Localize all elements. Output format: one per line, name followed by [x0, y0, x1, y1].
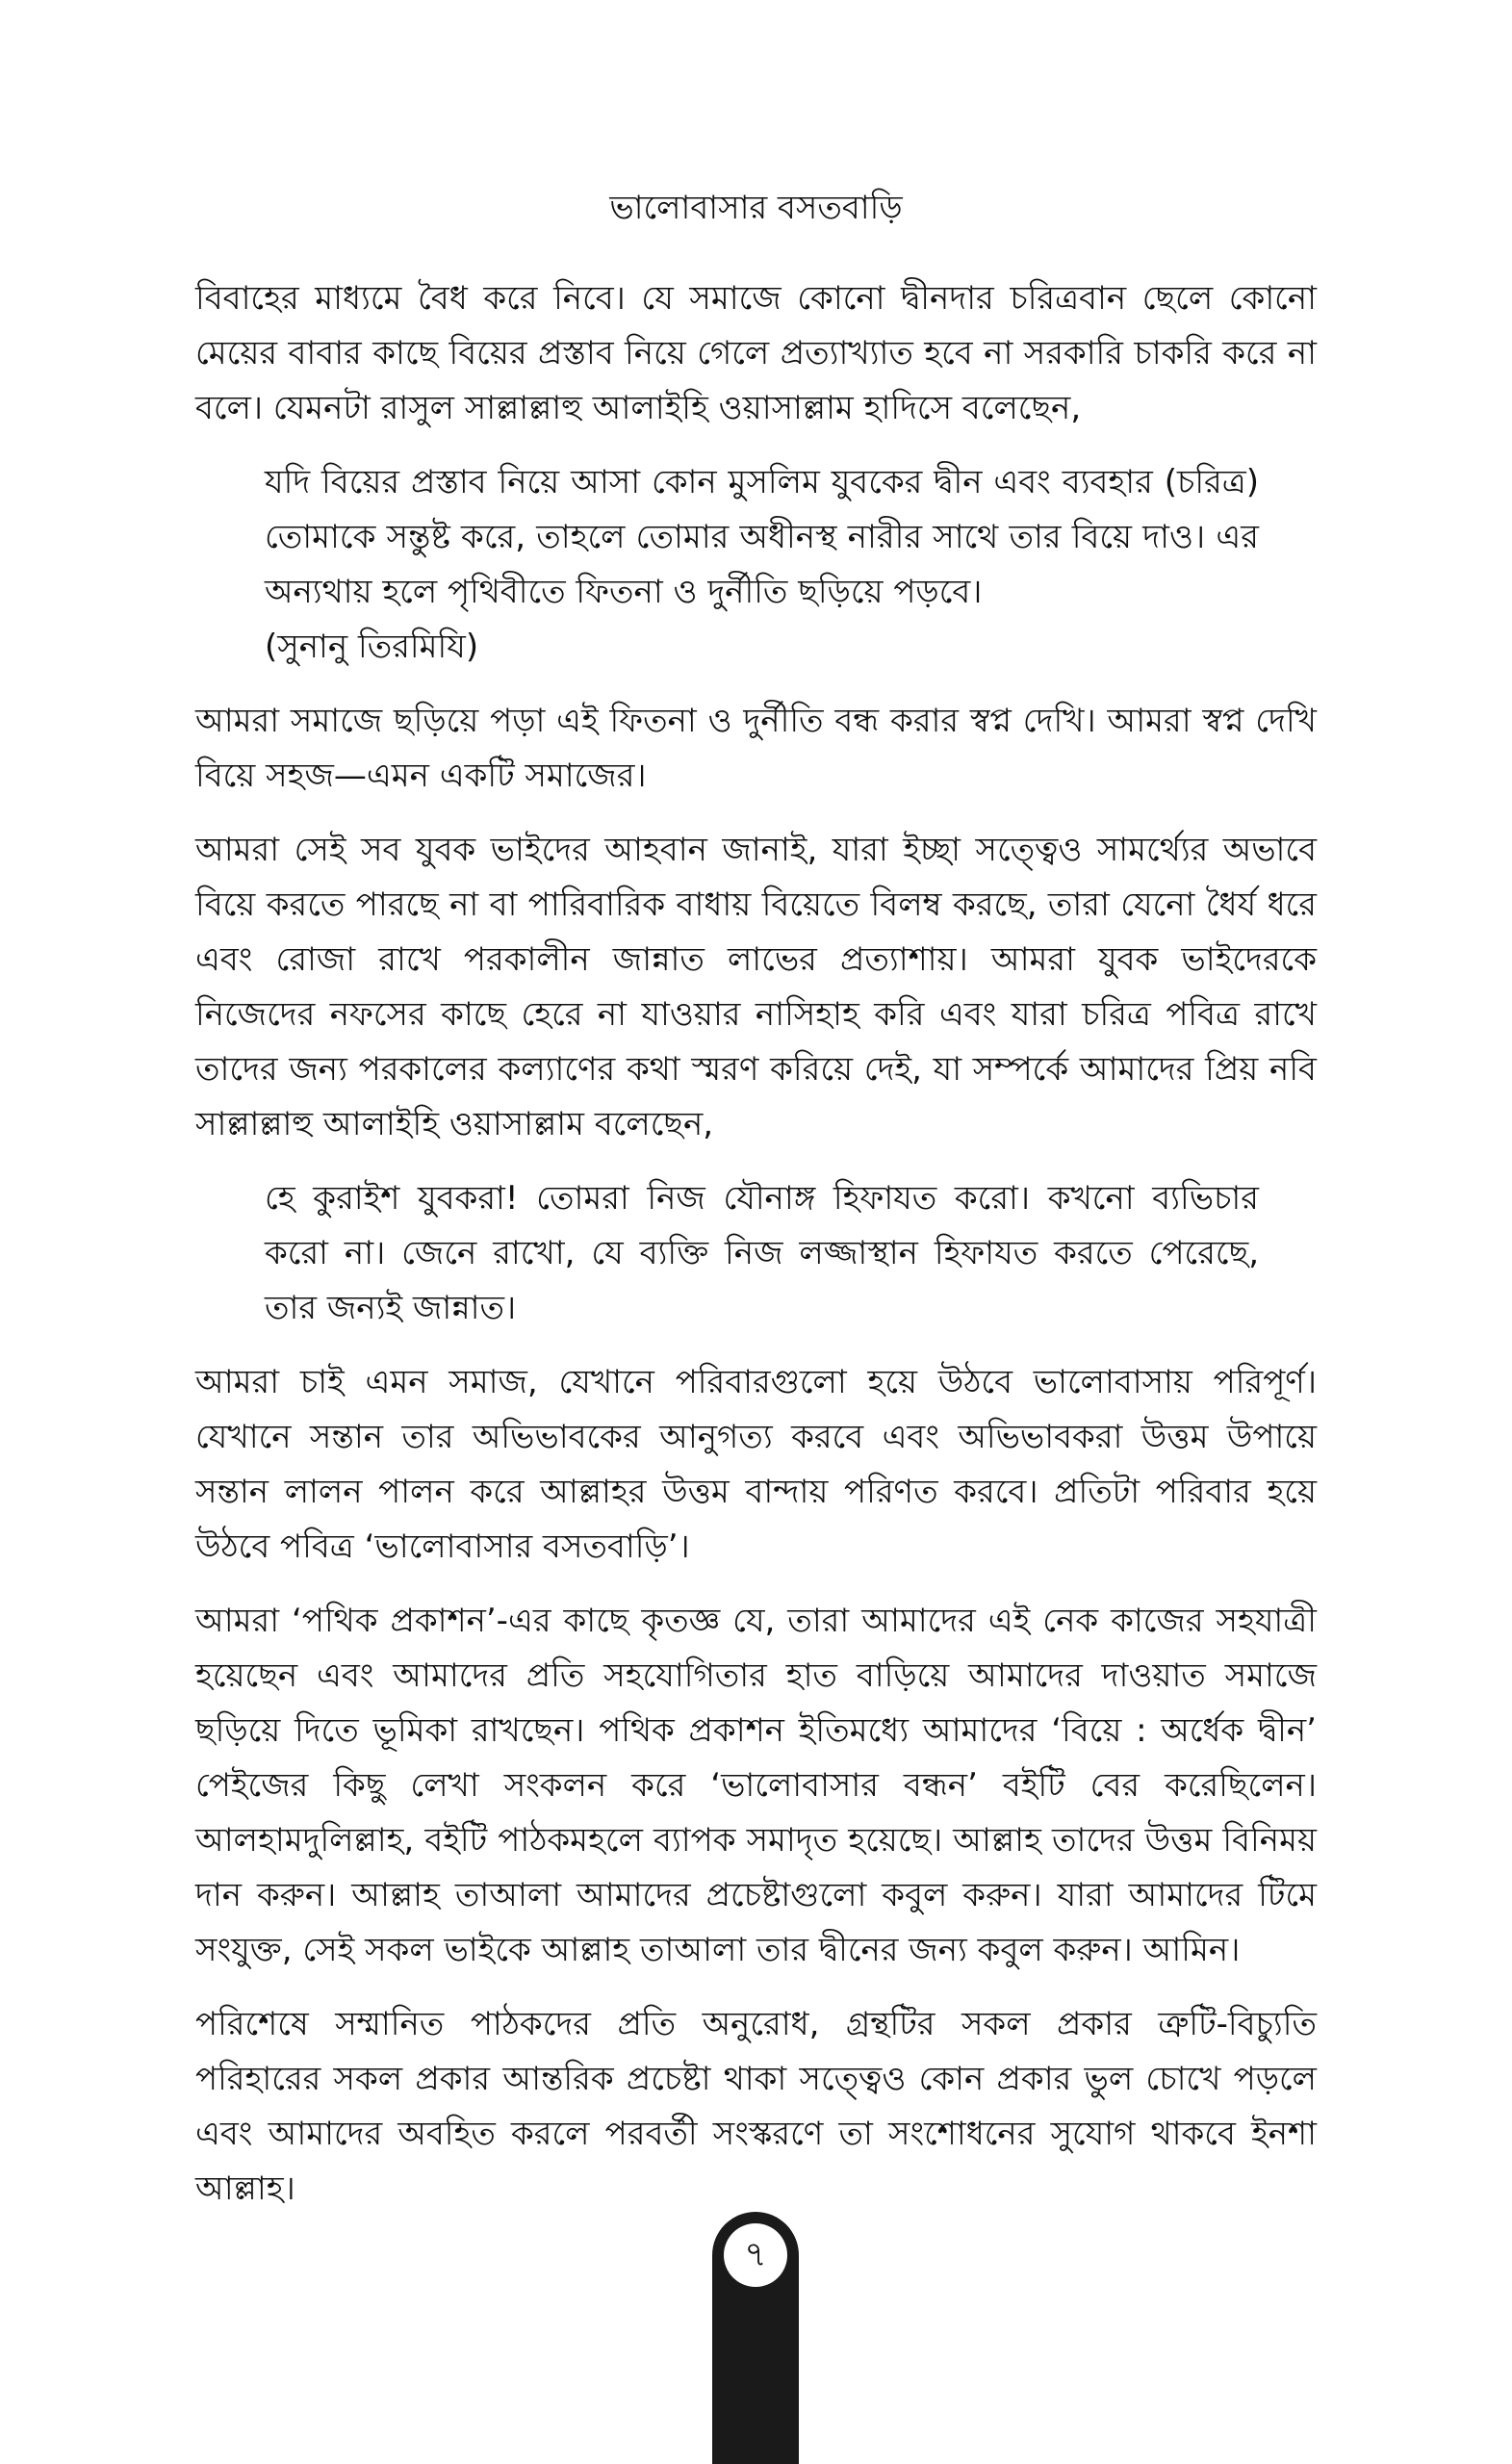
paragraph-6: পরিশেষে সম্মানিত পাঠকদের প্রতি অনুরোধ, গ্রন্থটির সকল প্রকার ত্রুটি-বিচ্যুতি পরিহারের সকল প্রকার আন্তরিক প্রচেষ্টা থাকা সত্ত্বেও কোন প্রকার ভুল চোখে পড়লে এবং আমাদের অবহিত করলে পরবর্তী সংস্করণে তা সংশোধনের সুযোগ থাকবে ইনশা আল্লাহ।	[195, 2005, 1317, 2208]
hadith-quote-2	[195, 1171, 1317, 1336]
hadith-quote-1	[195, 455, 1317, 675]
paragraph-5: আমরা ‘পথিক প্রকাশন’-এর কাছে কৃতজ্ঞ যে, তারা আমাদের এই নেক কাজের সহযাত্রী হয়েছেন এবং আমাদের প্রতি সহযোগিতার হাত বাড়িয়ে আমাদের দাওয়াত সমাজে ছড়িয়ে দিতে ভূমিকা রাখছেন। পথিক প্রকাশন ইতিমধ্যে আমাদের ‘বিয়ে : অর্ধেক দ্বীন’ পেইজের কিছু লেখা সংকলন করে ‘ভালোবাসার বন্ধন’ বইটি বের করেছিলেন। আলহামদুলিল্লাহ, বইটি পাঠকমহলে ব্যাপক সমাদৃত হয়েছে। আল্লাহ তাদের উত্তম বিনিময় দান করুন। আল্লাহ তাআলা আমাদের প্রচেষ্টাগুলো কবুল করুন। যারা আমাদের টিমে সংযুক্ত, সেই সকল ভাইকে আল্লাহ তাআলা তার দ্বীনের জন্য কবুল করুন। আমিন।	[195, 1602, 1317, 1969]
page-body	[195, 271, 1317, 2236]
paragraph-2: আমরা সমাজে ছড়িয়ে পড়া এই ফিতনা ও দুর্নীতি বন্ধ করার স্বপ্ন দেখি। আমরা স্বপ্ন দেখি বিয়ে সহজ—এমন একটি সমাজের।	[195, 702, 1317, 795]
page-number: ৭	[724, 2223, 787, 2287]
paragraph-3: আমরা সেই সব যুবক ভাইদের আহবান জানাই, যারা ইচ্ছা সত্ত্বেও সামর্থ্যের অভাবে বিয়ে করতে পারছে না বা পারিবারিক বাধায় বিয়েতে বিলম্ব করছে, তারা যেনো ধৈর্য ধরে এবং রোজা রাখে পরকালীন জান্নাত লাভের প্রত্যাশায়। আমরা যুবক ভাইদেরকে নিজেদের নফসের কাছে হেরে না যাওয়ার নাসিহাহ করি এবং যারা চরিত্র পবিত্র রাখে তাদের জন্য পরকালের কল্যাণের কথা স্মরণ করিয়ে দেই, যা সম্পর্কে আমাদের প্রিয় নবি সাল্লাল্লাহু আলাইহি ওয়াসাল্লাম বলেছেন,	[195, 831, 1317, 1143]
paragraph-1: বিবাহের মাধ্যমে বৈধ করে নিবে। যে সমাজে কোনো দ্বীনদার চরিত্রবান ছেলে কোনো মেয়ের বাবার কাছে বিয়ের প্রস্তাব নিয়ে গেলে প্রত্যাখ্যাত হবে না সরকারি চাকরি করে না বলে। যেমনটা রাসুল সাল্লাল্লাহু আলাইহি ওয়াসাল্লাম হাদিসে বলেছেন,	[195, 279, 1317, 427]
hadith-quote-1-text: যদি বিয়ের প্রস্তাব নিয়ে আসা কোন মুসলিম যুবকের দ্বীন এবং ব্যবহার (চরিত্র) তোমাকে সন্তুষ্ট করে, তাহলে তোমার অধীনস্থ নারীর সাথে তার বিয়ে দাও। এর অন্যথায় হলে পৃথিবীতে ফিতনা ও দুর্নীতি ছড়িয়ে পড়বে।	[265, 463, 1259, 611]
hadith-quote-2-text: হে কুরাইশ যুবকরা! তোমরা নিজ যৌনাঙ্গ হিফাযত করো। কখনো ব্যভিচার করো না। জেনে রাখো, যে ব্যক্তি নিজ লজ্জাস্থান হিফাযত করতে পেরেছে, তার জন্যই জান্নাত।	[265, 1179, 1259, 1327]
paragraph-4: আমরা চাই এমন সমাজ, যেখানে পরিবারগুলো হয়ে উঠবে ভালোবাসায় পরিপূর্ণ। যেখানে সন্তান তার অভিভাবকের আনুগত্য করবে এবং অভিভাবকরা উত্তম উপায়ে সন্তান লালন পালন করে আল্লাহর উত্তম বান্দায় পরিণত করবে। প্রতিটা পরিবার হয়ে উঠবে পবিত্র ‘ভালোবাসার বসতবাড়ি’।	[195, 1363, 1317, 1566]
hadith-quote-1-source: (সুনানু তিরমিযি)	[265, 628, 479, 666]
running-header: ভালোবাসার বসতবাড়ি	[609, 189, 903, 227]
